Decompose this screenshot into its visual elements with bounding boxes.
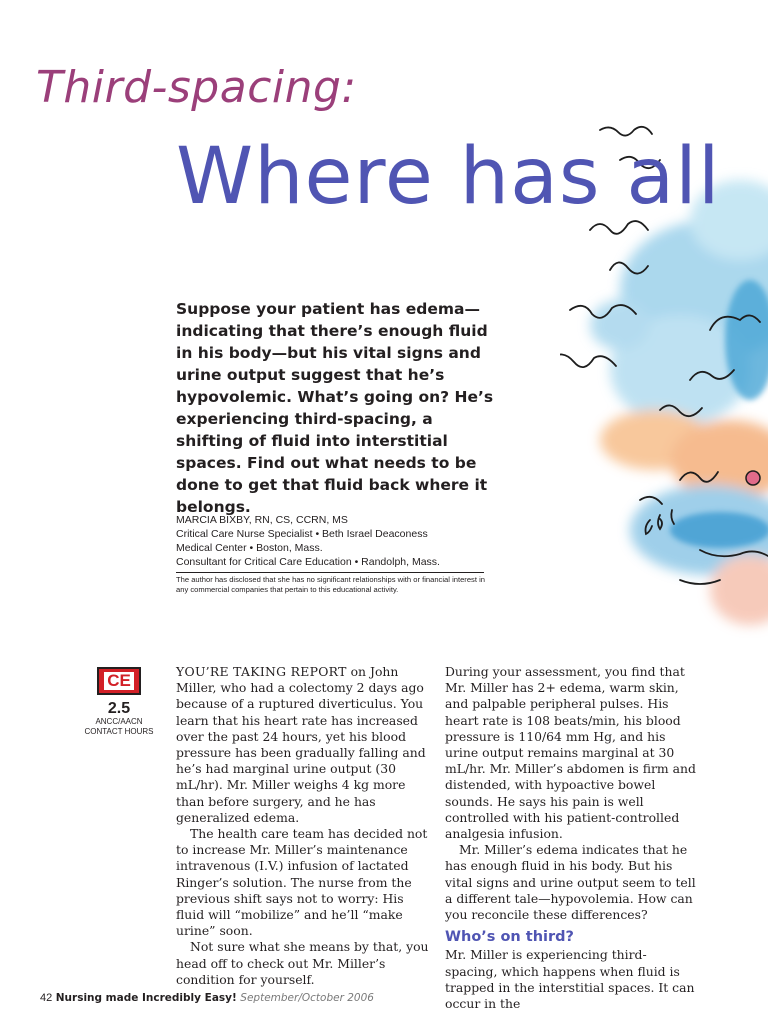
body-column-left bbox=[176, 664, 432, 988]
author-name: MARCIA BIXBY, RN, CS, CCRN, MS bbox=[176, 514, 348, 526]
issue-date: September/October 2006 bbox=[240, 992, 374, 1004]
ce-contact-hours: 2.5 bbox=[107, 700, 131, 717]
body-column-right bbox=[445, 664, 697, 1012]
body-text: on John Miller, who had a colectomy 2 days ago because of a ruptured diverticulus. You learn that his heart rate has increased over the past 24 hours, yet his blood pressure has been gradually falling and he’s had marginal urine output (30 mL/hr). Mr. Miller weighs 4 kg more than before surgery, and he has generalized edema. bbox=[176, 664, 426, 825]
author-credential-line: Medical Center • Boston, Mass. bbox=[176, 542, 323, 554]
ce-badge-label: CE bbox=[104, 672, 134, 690]
author-credential-line: Consultant for Critical Care Education • Randolph, Mass. bbox=[176, 556, 440, 568]
body-paragraph: Mr. Miller is experiencing third-spacing, which happens when fluid is trapped in the interstitial spaces. It can occur in the bbox=[445, 947, 695, 1012]
body-paragraph: Mr. Miller’s edema indicates that he has enough fluid in his body. But his vital signs and urine output seem to tell a different tale—hypovolemia. How can you reconcile these differences? bbox=[445, 842, 696, 923]
article-kicker: Third-spacing: bbox=[36, 62, 357, 113]
disclosure-note: The author has disclosed that she has no significant relationships with or financial interest in any commercial companies that pertain to this educational activity. bbox=[176, 575, 485, 594]
body-paragraph: Not sure what she means by that, you head off to check out Mr. Miller’s condition for yourself. bbox=[176, 939, 429, 987]
author-credential-line: Critical Care Nurse Specialist • Beth Israel Deaconess bbox=[176, 528, 428, 540]
body-paragraph bbox=[176, 664, 432, 826]
ce-credit-label bbox=[78, 717, 160, 737]
article-deck: Suppose your patient has edema—indicating that there’s enough fluid in his body—but his vital signs and urine output suggest that he’s hypovolemic. What’s going on? He’s experiencing third-spacing, a shifting of fluid into interstitial spaces. Find out what needs to be done to get that fluid back where it belongs. bbox=[176, 300, 494, 516]
magazine-name: Nursing made Incredibly Easy! bbox=[55, 992, 237, 1004]
divider bbox=[176, 572, 484, 573]
ce-badge bbox=[97, 667, 141, 695]
author-byline bbox=[176, 513, 486, 569]
lead-in: YOU’RE TAKING REPORT bbox=[176, 664, 347, 679]
section-subhead: Who’s on third? bbox=[445, 929, 574, 946]
page-number: 42 bbox=[40, 992, 53, 1004]
page-footer bbox=[40, 991, 374, 1004]
body-paragraph-continued: During your assessment, you find that Mr. Miller has 2+ edema, warm skin, and palpable peripheral pulses. His heart rate is 108 beats/min, his blood pressure is 110/64 mm Hg, and his urine output remains marginal at 30 mL/hr. Mr. Miller’s abdomen is firm and distended, with hypoactive bowel sounds. He says his pain is well controlled with his patient-controlled analgesia infusion. bbox=[445, 664, 696, 842]
article-headline: Where has all bbox=[176, 132, 721, 222]
body-paragraph: The health care team has decided not to increase Mr. Miller’s maintenance intravenous (I.V.) infusion of lactated Ringer’s solution. The nurse from the previous shift says not to worry: His fluid will “mobilize” and he’ll “make urine” soon. bbox=[176, 826, 428, 939]
ce-credit-label-line: ANCC/AACN bbox=[95, 717, 143, 726]
ce-credit-label-line: CONTACT HOURS bbox=[84, 727, 154, 736]
